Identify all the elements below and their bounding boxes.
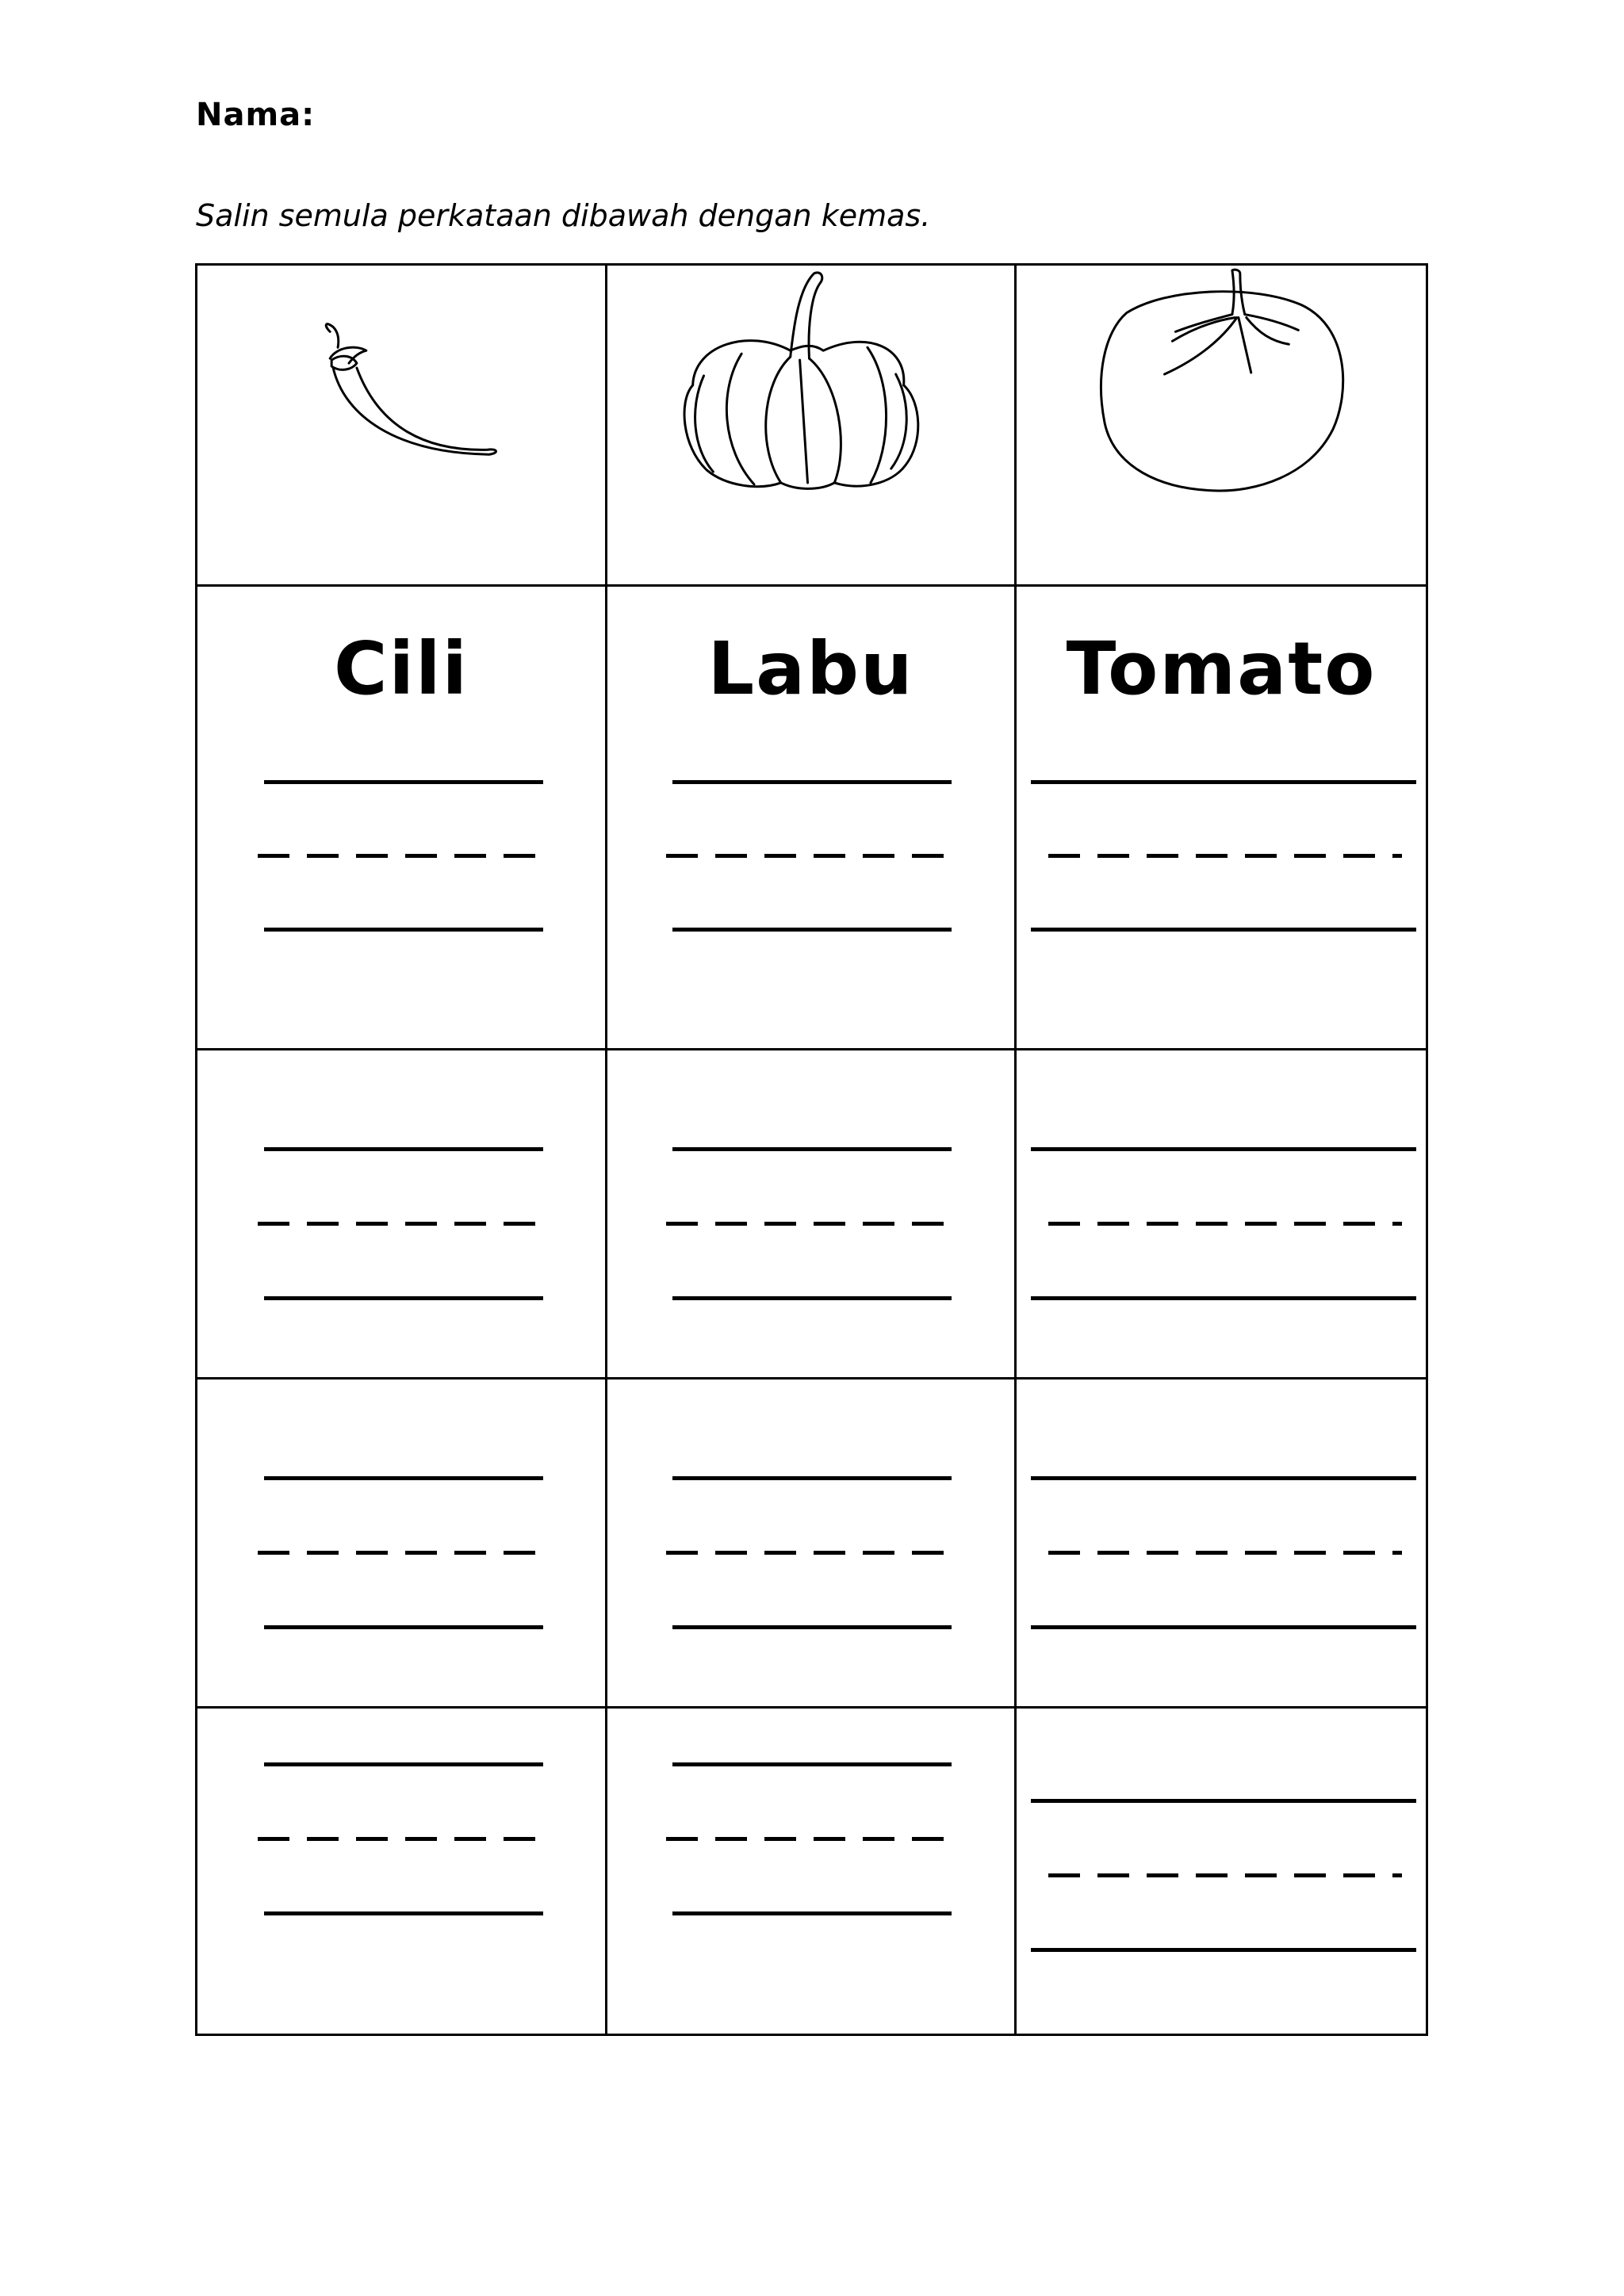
- writing-line-bottom: [672, 928, 952, 932]
- writing-line-dashed: [1048, 854, 1402, 858]
- writing-line-top: [672, 1147, 952, 1151]
- practice-cell: [607, 1050, 1017, 1380]
- tomato-illustration: [1017, 266, 1426, 584]
- practice-cell: [607, 1709, 1017, 2034]
- writing-line-dashed: [1048, 1551, 1402, 1555]
- writing-line-bottom: [264, 1911, 543, 1915]
- writing-line-bottom: [1031, 928, 1416, 932]
- word-cell-labu: [607, 587, 1017, 1050]
- practice-cell: [1017, 1709, 1426, 2034]
- worksheet-table: [195, 263, 1428, 2036]
- writing-line-dashed: [666, 1222, 958, 1226]
- writing-line-top: [1031, 1476, 1416, 1480]
- writing-line-top: [1031, 1147, 1416, 1151]
- word-cell-tomato: [1017, 587, 1426, 1050]
- practice-cell: [1017, 1050, 1426, 1380]
- writing-line-top: [264, 1762, 543, 1766]
- writing-line-dashed: [666, 1551, 958, 1555]
- writing-line-dashed: [666, 854, 958, 858]
- writing-line-dashed: [666, 1837, 958, 1841]
- practice-cell: [197, 1380, 607, 1709]
- writing-line-top: [1031, 780, 1416, 784]
- name-label: Nama:: [196, 97, 316, 133]
- practice-cell: [1017, 1380, 1426, 1709]
- writing-line-bottom: [1031, 1948, 1416, 1952]
- writing-line-bottom: [264, 928, 543, 932]
- word-cell-cili: [197, 587, 607, 1050]
- picture-cell-cili: [197, 266, 607, 587]
- pumpkin-illustration: [607, 266, 1014, 584]
- writing-line-top: [1031, 1799, 1416, 1803]
- writing-line-dashed: [258, 1837, 550, 1841]
- practice-cell: [197, 1050, 607, 1380]
- practice-cell: [607, 1380, 1017, 1709]
- writing-line-dashed: [1048, 1873, 1402, 1877]
- writing-line-bottom: [264, 1625, 543, 1629]
- writing-line-top: [672, 1762, 952, 1766]
- writing-line-dashed: [258, 854, 550, 858]
- word-cili: Cili: [333, 626, 469, 711]
- writing-line-top: [264, 780, 543, 784]
- writing-line-bottom: [672, 1296, 952, 1300]
- word-tomato: Tomato: [1066, 626, 1377, 711]
- writing-line-bottom: [672, 1625, 952, 1629]
- writing-line-dashed: [258, 1551, 550, 1555]
- writing-line-top: [264, 1147, 543, 1151]
- practice-cell: [197, 1709, 607, 2034]
- instruction-text: Salin semula perkataan dibawah dengan kemas.: [196, 198, 931, 233]
- chili-pepper-illustration: [197, 266, 605, 584]
- word-labu: Labu: [707, 626, 914, 711]
- writing-line-top: [672, 780, 952, 784]
- picture-cell-labu: [607, 266, 1017, 587]
- writing-line-bottom: [672, 1911, 952, 1915]
- writing-line-top: [264, 1476, 543, 1480]
- writing-line-bottom: [1031, 1625, 1416, 1629]
- picture-cell-tomato: [1017, 266, 1426, 587]
- writing-line-top: [672, 1476, 952, 1480]
- writing-line-bottom: [1031, 1296, 1416, 1300]
- writing-line-bottom: [264, 1296, 543, 1300]
- writing-line-dashed: [258, 1222, 550, 1226]
- writing-line-dashed: [1048, 1222, 1402, 1226]
